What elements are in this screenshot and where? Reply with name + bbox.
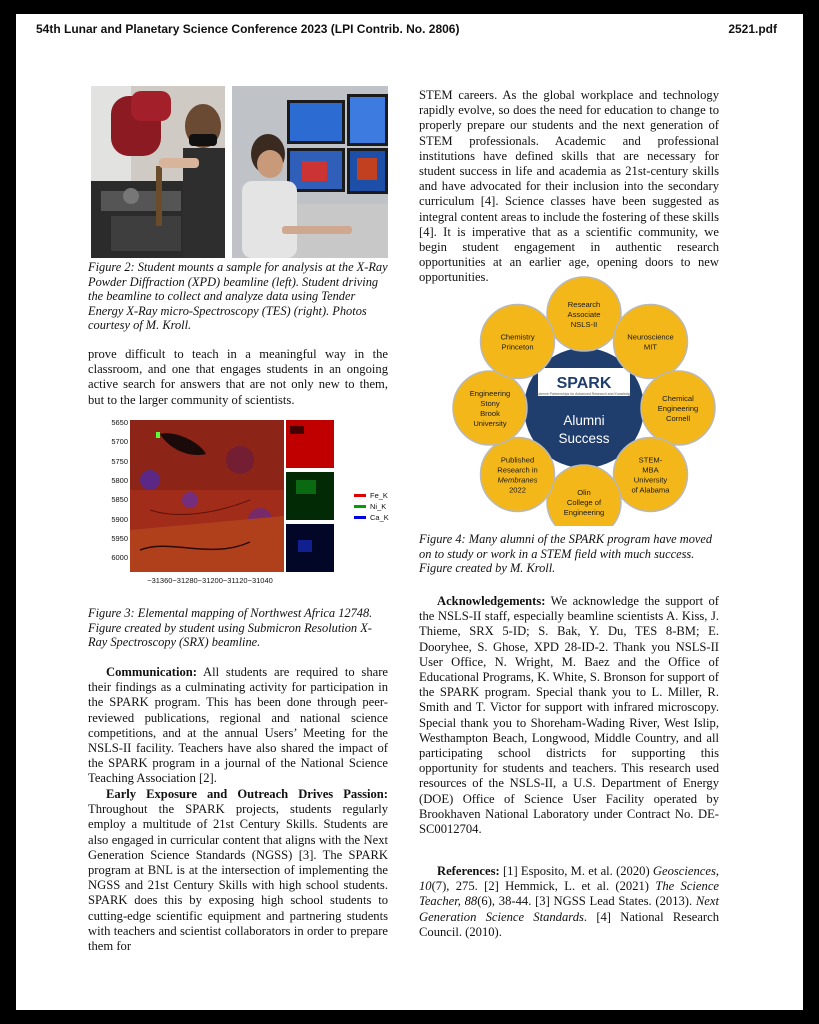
file-name: 2521.pdf xyxy=(728,22,777,36)
petal-label: Published xyxy=(500,455,535,465)
petal-label: Neuroscience xyxy=(627,332,674,342)
petal-label: Chemistry xyxy=(500,332,535,342)
petal-label: Membranes xyxy=(497,475,538,485)
y-tick-label: 6000 xyxy=(111,553,128,563)
ref-3-rest: . [4] National Research Council. (2010). xyxy=(419,909,719,939)
ref-1-journal: Geosciences, 10 xyxy=(419,864,719,894)
figure-4-alumni-diagram xyxy=(434,276,734,526)
figure-4-caption: Figure 4: Many alumni of the SPARK program have moved on to study or work in a STEM field with much success. Figure created by M. Kroll. xyxy=(419,532,713,576)
figure-3-caption: Figure 3: Elemental mapping of Northwest Africa 12748. Figure created by student using Submicron Resolution X-Ray Spectroscopy (SRX) beamline. xyxy=(88,606,373,650)
petal-label: Research in xyxy=(497,465,538,475)
petal-label: MIT xyxy=(643,342,658,352)
petal-label: College of xyxy=(566,498,602,507)
petal-label: Research xyxy=(567,300,601,309)
early-exposure-heading: Early Exposure and Outreach Drives Passion: xyxy=(106,787,388,801)
center-title-1: Alumni xyxy=(563,413,605,428)
spark-logo-text: SPARK xyxy=(556,375,612,392)
legend-label: Ca_K xyxy=(370,513,389,522)
paper-page xyxy=(16,14,803,1010)
early-exposure-paragraph xyxy=(88,787,388,954)
ref-1-rest: (7), 275. [2] Hemmick, L. et al. (2021) xyxy=(431,879,656,894)
petal-label: Cornell xyxy=(665,414,691,423)
ref-1: [1] Esposito, M. et al. (2020) xyxy=(499,864,653,878)
legend-entry xyxy=(354,501,389,512)
petal-label: Olin xyxy=(577,488,591,497)
petal-label: Princeton xyxy=(501,342,534,352)
communication-paragraph xyxy=(88,665,388,787)
petal-label: MBA xyxy=(642,465,659,475)
y-tick-label: 5800 xyxy=(111,475,128,485)
petal-label: NSLS-II xyxy=(570,320,598,329)
figure-2-caption: Figure 2: Student mounts a sample for analysis at the X-Ray Powder Diffraction (XPD) beamline (left). Student driving the beamline to collect and analyze data using Tender Energy X-Ray micro-Spectroscopy (TES) (right). Photos courtesy of M. Kroll. xyxy=(88,260,388,333)
petal-label: Engineering xyxy=(657,404,699,413)
references-heading: References: xyxy=(437,864,500,878)
legend-label: Ni_K xyxy=(370,502,387,511)
ref-2-journal: The Science Teacher, 88 xyxy=(419,879,719,909)
right-paragraph-1: STEM careers. As the global workplace and technology rapidly evolve, so does the need for education to change to properly prepare our students and the next generation of STEM professionals. Academic and professional institutions have defined skills that are necessary for student success in life and academia as 21st-century skills and have advocated for their inclusion into the secondary curriculum [4]. Science classes have been suggested as integral content areas to include the fostering of these skills [4]. It is imperative that as a scientific community, we begin student engagement in authentic research opportunities at an earlier age, opening doors to new opportunities. xyxy=(419,88,719,285)
x-axis-ticks: −31360−31280−31200−31120−31040 xyxy=(147,576,273,585)
element-channels xyxy=(286,420,334,572)
petal-label: University xyxy=(633,475,668,485)
petal-label: 2022 xyxy=(509,485,526,495)
legend-label: Fe_K xyxy=(370,491,388,500)
y-tick-label: 5700 xyxy=(111,437,128,447)
y-tick-label: 5900 xyxy=(111,514,128,524)
acknowledgements-paragraph xyxy=(419,594,719,837)
center-title-2: Success xyxy=(558,431,610,446)
legend-swatch xyxy=(354,516,366,519)
left-paragraph-1: prove difficult to teach in a meaningful way in the classroom, and one that engages students in an ongoing active search for answers that are not only new to them, but to the larger community of scientists. xyxy=(88,347,388,407)
petal-label: Brook xyxy=(480,409,500,418)
references-paragraph xyxy=(419,864,719,940)
photo-tes-beamline xyxy=(232,86,388,258)
communication-body: All students are required to share their findings as a culminating activity for participation in the SPARK program. This has been done through peer-reviewed publications, regional and national science competitions, and at the annual Users’ Meeting for the NSLS-II facility. Teachers have also shared the impact of the SPARK program in a journal of the National Science Teaching Association [2]. xyxy=(88,665,388,786)
ref-3-title: Next Generation Science Standards xyxy=(419,894,719,924)
y-tick-label: 5650 xyxy=(111,418,128,427)
petal-label: Chemical xyxy=(662,394,694,403)
legend-entry xyxy=(354,512,389,523)
legend-swatch xyxy=(354,505,366,508)
map-legend xyxy=(354,490,389,523)
composite-map xyxy=(130,420,284,572)
legend-swatch xyxy=(354,494,366,497)
y-tick-label: 5750 xyxy=(111,456,128,466)
page-header xyxy=(36,22,777,38)
petal-label: of Alabama xyxy=(631,485,670,495)
figure-3-elemental-map xyxy=(88,418,398,596)
ref-2-rest: (6), 38-44. [3] NGSS Lead States. (2013). xyxy=(477,894,696,909)
legend-entry xyxy=(354,490,389,501)
petal-label: Engineering xyxy=(469,389,511,398)
photo-xpd-beamline xyxy=(91,86,225,258)
petal-label: Associate xyxy=(567,310,601,319)
petal-label: University xyxy=(473,419,507,428)
petal-label: Engineering xyxy=(563,508,605,517)
conference-title: 54th Lunar and Planetary Science Conference 2023 (LPI Contrib. No. 2806) xyxy=(36,22,460,36)
communication-heading: Communication: xyxy=(106,665,197,679)
y-tick-label: 5950 xyxy=(111,533,128,543)
petal-label: Stony xyxy=(480,399,500,408)
early-exposure-body: Throughout the SPARK projects, students regularly employ a multitude of 21st Century Skills. Students are also engaged in curricular content that aligns with the Next Generation Science Standards (NGSS) [3]. The SPARK program at BNL is at the intersection of implementing the NGSS and 21st Century Skills with high school students. SPARK does this by exposing high school students to cutting-edge scientific equipment and partnering students with teachers and scientist collaborators in order to prepare them for xyxy=(88,802,388,954)
acknowledgements-heading: Acknowledgements: xyxy=(437,594,546,608)
y-tick-label: 5850 xyxy=(111,495,128,505)
acknowledgements-body: We acknowledge the support of the NSLS-II staff, especially beamline scientists A. Kiss, J. Thieme, SRX 5-ID; S. Bak, Y. Du, TES 8-BM; E. Dooryhee, S. Ghose, XPD 28-ID-2. Thank you NSLS-II User Office, N. Wright, M. Baez and the Office of Educational Programs, K. White, S. Bronson for support of the SPARK program. Special thank you to L. Miller, R. Smith and T. Victor for support with infrared microscopy. Special thank you to Shoreham-Wading River, West Islip, Westhampton Beach, Longwood, Middle Country, and all participating school districts for supporting this opportunity for students and teachers. This research used resources of the NSLS-II, a U.S. Department of Energy (DOE) Office of Science User Facility operated by Brookhaven National Laboratory under Contract No. DE-SC0012704. xyxy=(419,594,719,837)
petal-label: STEM- xyxy=(638,455,663,465)
spark-logo-sub: Science Partnerships for Advanced Research and Knowledge xyxy=(536,392,632,396)
alumni-petal xyxy=(453,371,527,445)
